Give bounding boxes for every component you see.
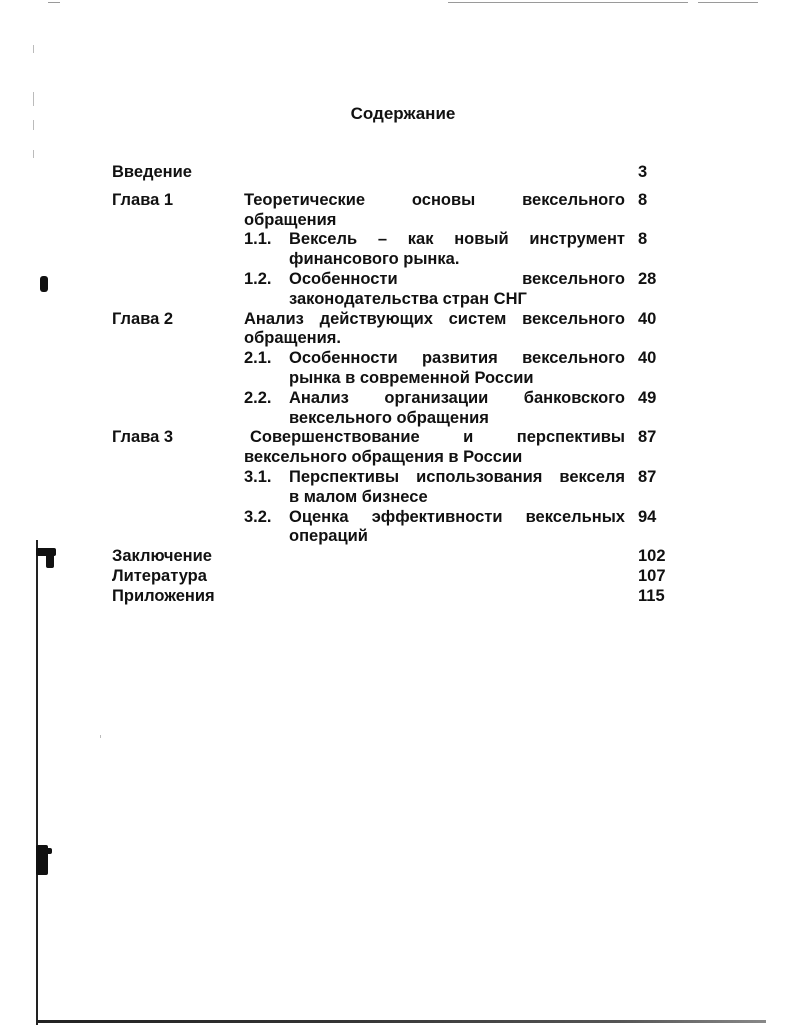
toc-text <box>289 389 625 429</box>
toc-entry-subsection-3-1 <box>112 468 672 508</box>
toc-text <box>244 191 625 231</box>
toc-label: Заключение <box>112 547 212 566</box>
scan-artifact <box>33 45 34 53</box>
toc-page-number: 49 <box>638 388 657 407</box>
scan-artifact <box>40 276 48 292</box>
toc-text-line: вексельного обращения в России <box>244 448 523 467</box>
toc-text-line: в малом бизнесе <box>289 487 428 506</box>
toc-subsection-number: 2.1. <box>244 349 272 368</box>
toc-text <box>244 310 625 350</box>
scan-artifact <box>46 554 54 568</box>
toc-entry-chapter-1 <box>112 191 672 231</box>
toc-text <box>289 468 625 508</box>
toc-text-line: Теоретические основы вексельного <box>244 190 625 209</box>
scan-artifact <box>33 150 34 158</box>
toc-subsection-number: 1.1. <box>244 230 272 249</box>
toc-text-line: Оценка эффективности вексельных <box>289 507 625 526</box>
toc-subsection-number: 3.2. <box>244 507 272 526</box>
toc-label: Введение <box>112 163 192 181</box>
toc-text-line: Особенности вексельного <box>289 269 625 288</box>
toc-subsection-number: 2.2. <box>244 388 272 407</box>
scan-artifact <box>36 1020 766 1023</box>
toc-label: Глава 1 <box>112 190 174 209</box>
table-of-contents <box>112 163 672 607</box>
page-title: Содержание <box>350 104 456 123</box>
toc-text <box>244 428 625 468</box>
toc-page-number: 107 <box>638 566 666 585</box>
scan-artifact <box>48 2 60 3</box>
toc-subsection-number: 3.1. <box>244 467 272 486</box>
toc-page-number: 3 <box>638 163 648 181</box>
toc-page-number: 8 <box>638 190 648 209</box>
toc-text-line: Особенности развития вексельного <box>289 349 625 368</box>
toc-text <box>289 349 625 389</box>
toc-text-line: вексельного обращения <box>289 408 489 427</box>
toc-text <box>289 270 625 310</box>
toc-entry-chapter-2 <box>112 310 672 350</box>
scan-artifact <box>36 540 38 1025</box>
toc-text-line: Перспективы использования векселя <box>289 467 625 486</box>
scan-artifact <box>44 848 52 854</box>
toc-entry-literature <box>112 567 672 587</box>
scan-artifact <box>100 735 101 738</box>
toc-label: Приложения <box>112 586 215 605</box>
toc-text-line: Вексель – как новый инструмент <box>289 230 625 249</box>
toc-page-number: 87 <box>638 428 657 447</box>
toc-label: Глава 2 <box>112 309 174 328</box>
toc-entry-subsection-2-2 <box>112 389 672 429</box>
toc-text <box>289 508 625 548</box>
toc-page-number: 94 <box>638 507 657 526</box>
toc-text-line: Анализ организации банковского <box>289 388 625 407</box>
toc-text-line: финансового рынка. <box>289 250 460 269</box>
toc-page-number: 102 <box>638 547 666 566</box>
toc-text-line: рынка в современной России <box>289 368 534 387</box>
toc-entry-appendices <box>112 587 672 607</box>
toc-text-line: Анализ действующих систем вексельного <box>244 309 625 328</box>
toc-text <box>289 230 625 270</box>
toc-entry-subsection-1-2 <box>112 270 672 310</box>
toc-text-line: Совершенствование и перспективы <box>250 428 625 447</box>
toc-entry-chapter-3 <box>112 428 672 468</box>
toc-text-line: операций <box>289 527 368 546</box>
toc-page-number: 87 <box>638 467 657 486</box>
toc-page-number: 8 <box>638 230 648 249</box>
toc-entry-conclusion <box>112 547 672 567</box>
toc-page-number: 28 <box>638 269 657 288</box>
scan-artifact <box>448 2 688 3</box>
toc-subsection-number: 1.2. <box>244 269 272 288</box>
toc-entry-subsection-1-1 <box>112 230 672 270</box>
toc-entry-subsection-3-2 <box>112 508 672 548</box>
toc-page-number: 40 <box>638 309 657 328</box>
toc-entry-introduction <box>112 163 672 183</box>
scan-artifact <box>698 2 758 3</box>
toc-page-number: 40 <box>638 349 657 368</box>
toc-label: Литература <box>112 566 207 585</box>
toc-text <box>244 163 625 183</box>
toc-text-line: обращения. <box>244 329 341 348</box>
toc-text-line: законодательства стран СНГ <box>289 289 527 308</box>
toc-page-number: 115 <box>638 586 665 605</box>
toc-entry-subsection-2-1 <box>112 349 672 389</box>
toc-text-line: обращения <box>244 210 337 229</box>
toc-label: Глава 3 <box>112 428 174 447</box>
